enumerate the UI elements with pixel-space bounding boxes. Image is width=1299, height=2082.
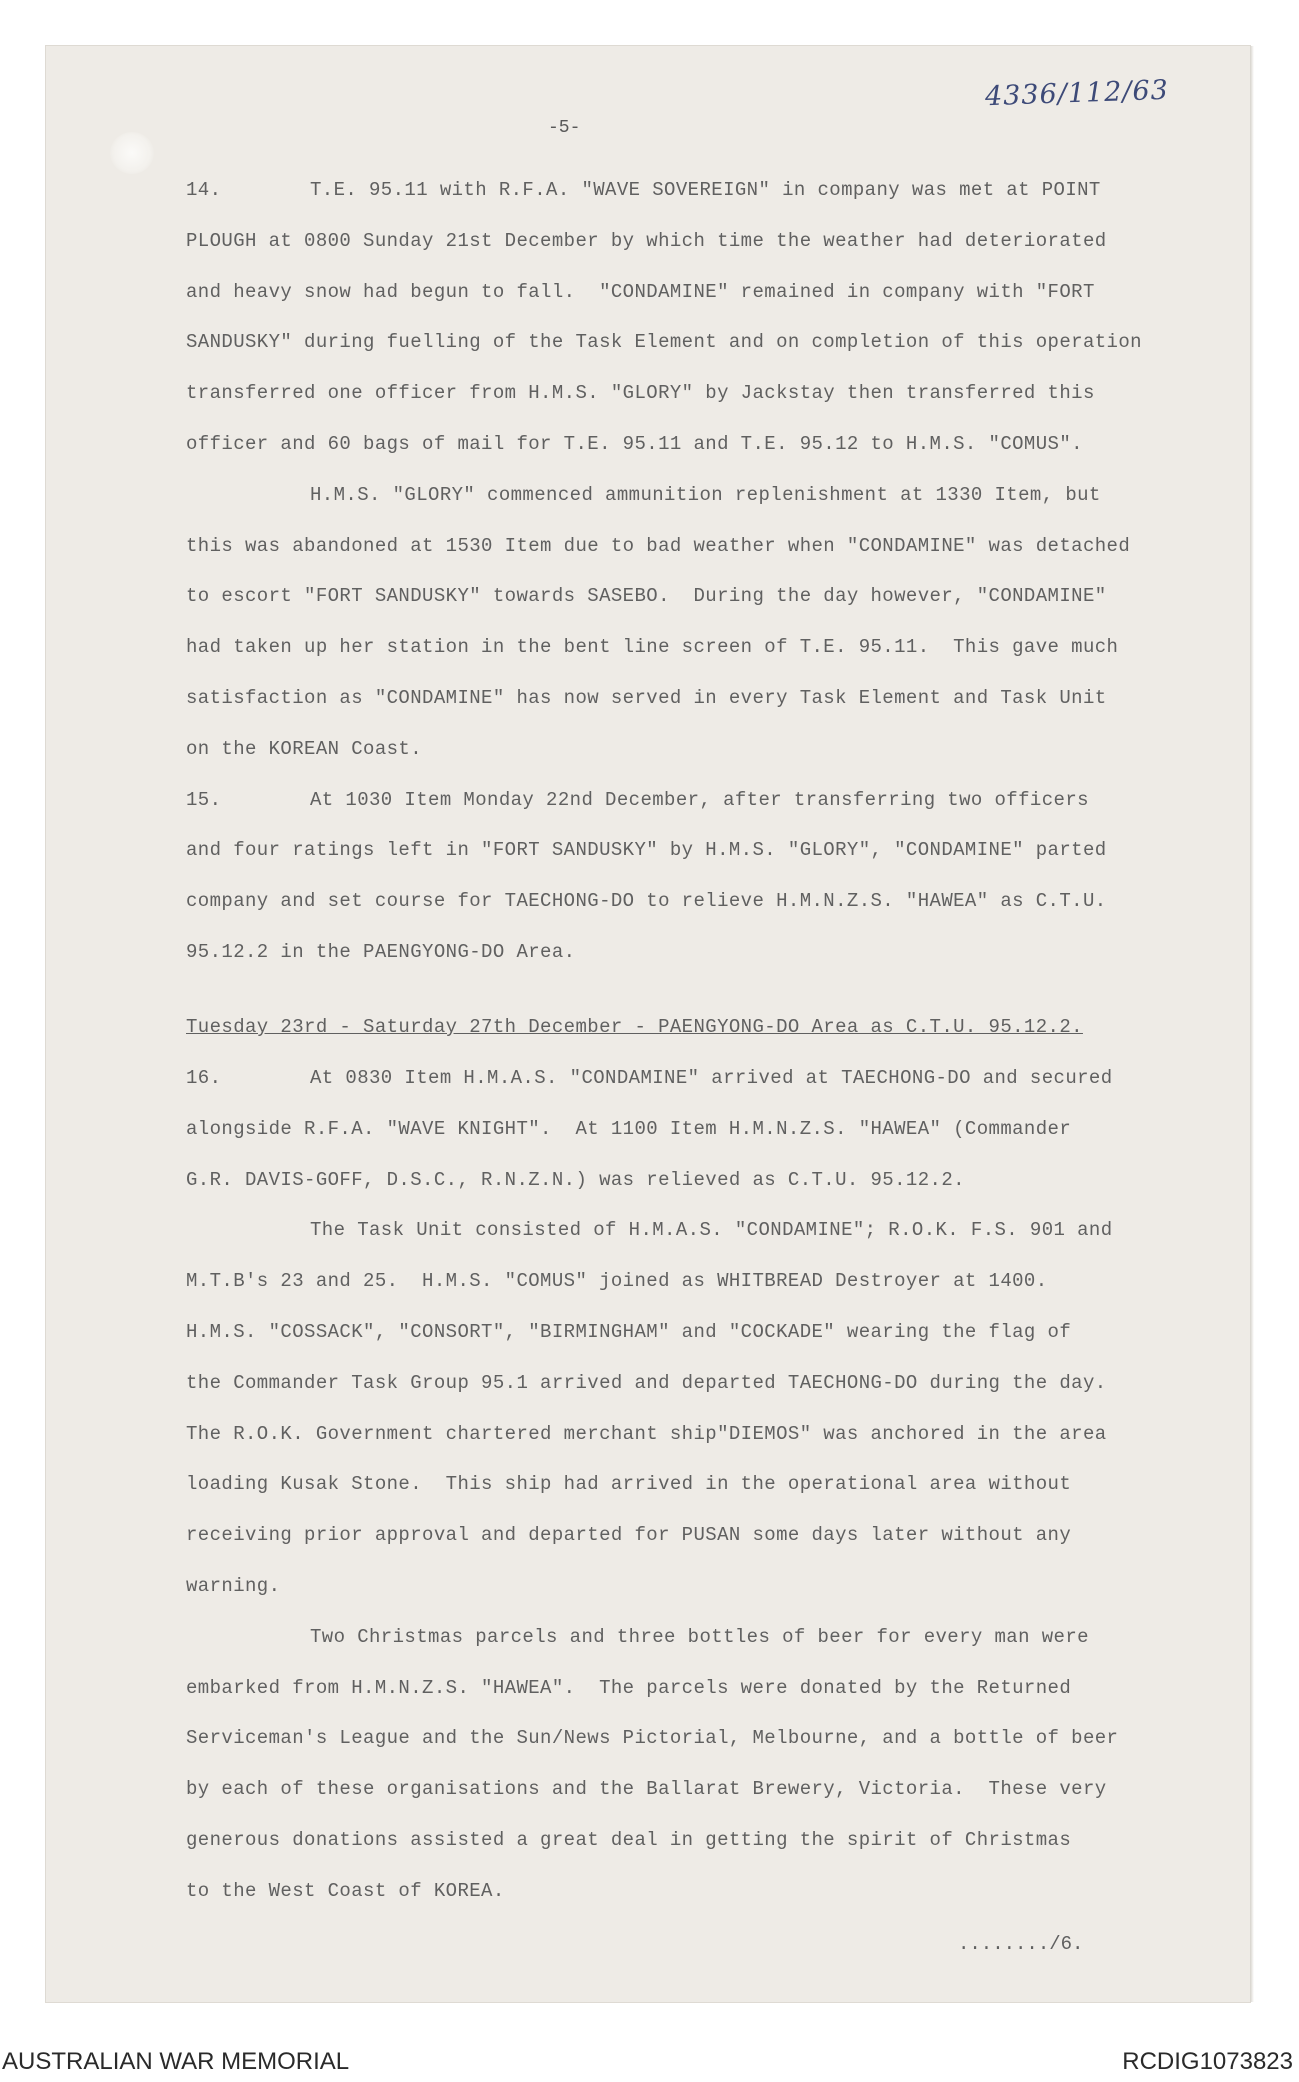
line-text: and heavy snow had begun to fall. "CONDAMINE" remained in company with "FORT [186,280,1095,303]
text-line [186,635,1118,659]
section-heading: Tuesday 23rd - Saturday 27th December - PAENGYONG-DO Area as C.T.U. 95.12.2. [186,1016,1083,1038]
text-line [186,1168,965,1192]
line-text: alongside R.F.A. "WAVE KNIGHT". At 1100 Item H.M.N.Z.S. "HAWEA" (Commander [186,1117,1072,1140]
line-text: 95.12.2 in the PAENGYONG-DO Area. [186,941,576,963]
text-line [186,381,1095,405]
sheet-edge [1250,46,1254,2002]
text-line [186,1218,1113,1242]
line-text: to escort "FORT SANDUSKY" towards SASEBO. During the day however, "CONDAMINE" [186,585,1107,608]
line-text: this was abandoned at 1530 Item due to bad weather when "CONDAMINE" was detached [186,534,1131,557]
text-line [186,229,1107,253]
line-text: to the West Coast of KOREA. [186,1879,505,1902]
text-line [186,1371,1107,1395]
line-text: on the KOREAN Coast. [186,737,423,760]
line-text: receiving prior approval and departed for PUSAN some days later without any [186,1524,1072,1547]
text-line [186,1066,1113,1090]
line-text: PLOUGH at 0800 Sunday 21st December by which time the weather had deteriorated [186,229,1107,252]
text-line [186,178,1101,202]
line-text: M.T.B's 23 and 25. H.M.S. "COMUS" joined as WHITBREAD Destroyer at 1400. [186,1270,1048,1293]
line-text: embarked from H.M.N.Z.S. "HAWEA". The parcels were donated by the Returned [186,1676,1072,1699]
line-text: H.M.S. "GLORY" commenced ammunition replenishment at 1330 Item, but [310,483,1101,506]
text-line [186,1269,1048,1293]
line-text: the Commander Task Group 95.1 arrived and departed TAECHONG-DO during the day. [186,1371,1107,1394]
footer-institution: AUSTRALIAN WAR MEMORIAL [2,2048,350,2075]
text-line [186,1422,1107,1446]
line-text: generous donations assisted a great deal in getting the spirit of Christmas [186,1829,1072,1851]
line-text: by each of these organisations and the Ballarat Brewery, Victoria. These very [186,1778,1107,1801]
text-line [186,1777,1107,1801]
line-text: loading Kusak Stone. This ship had arrived in the operational area without [186,1473,1072,1496]
line-text: transferred one officer from H.M.S. "GLORY" by Jackstay then transferred this [186,382,1095,405]
text-line [186,1472,1071,1496]
handwritten-reference: 4336/112/63 [984,74,1170,113]
text-line [186,280,1095,304]
text-line [186,940,575,964]
page-number: -5- [548,118,581,138]
text-line [186,788,1089,812]
line-text: The Task Unit consisted of H.M.A.S. "CONDAMINE"; R.O.K. F.S. 901 and [310,1219,1113,1242]
paragraph-number: 16. [186,1067,222,1089]
text-line [186,1828,1071,1852]
line-text: officer and 60 bags of mail for T.E. 95.11 and T.E. 95.12 to H.M.S. "COMUS". [186,433,1083,455]
line-text: The R.O.K. Government chartered merchant ship"DIEMOS" was anchored in the area [186,1422,1107,1445]
line-text: At 0830 Item H.M.A.S. "CONDAMINE" arrived at TAECHONG-DO and secured [310,1067,1113,1089]
text-line [186,1625,1089,1649]
text-line [186,1879,505,1903]
text-line [186,1726,1118,1750]
line-text: SANDUSKY" during fuelling of the Task Element and on completion of this operation [186,331,1142,354]
footer-record-id: RCDIG1073823 [1122,2048,1293,2075]
line-text: satisfaction as "CONDAMINE" has now served in every Task Element and Task Unit [186,687,1107,709]
text-line [186,330,1142,354]
text-line [186,737,422,761]
line-text: T.E. 95.11 with R.F.A. "WAVE SOVEREIGN" in company was met at POINT [310,179,1101,201]
continuation-marker: ......../6. [958,1933,1084,1955]
line-text: Two Christmas parcels and three bottles of beer for every man were [310,1625,1089,1648]
line-text: G.R. DAVIS-GOFF, D.S.C., R.N.Z.N.) was relieved as C.T.U. 95.12.2. [186,1168,965,1191]
text-line [186,483,1101,507]
line-text: warning. [186,1575,281,1597]
line-text: At 1030 Item Monday 22nd December, after transferring two officers [310,788,1089,811]
text-line [186,432,1083,456]
line-text: H.M.S. "COSSACK", "CONSORT", "BIRMINGHAM" and "COCKADE" wearing the flag of [186,1321,1072,1343]
text-line [186,1523,1071,1547]
line-text: had taken up her station in the bent line screen of T.E. 95.11. This gave much [186,636,1119,659]
paragraph-number: 15. [186,788,222,811]
paragraph-number: 14. [186,179,222,201]
text-line [186,1320,1071,1344]
text-line [186,686,1107,710]
text-line [186,1574,280,1598]
text-line [186,1676,1071,1700]
line-text: Serviceman's League and the Sun/News Pictorial, Melbourne, and a bottle of beer [186,1727,1119,1750]
line-text: and four ratings left in "FORT SANDUSKY" by H.M.S. "GLORY", "CONDAMINE" parted [186,839,1107,862]
text-line [186,534,1130,558]
text-line [186,889,1107,913]
text-line [186,1117,1071,1141]
text-line [186,584,1107,608]
punch-hole [110,132,154,174]
line-text: company and set course for TAECHONG-DO to relieve H.M.N.Z.S. "HAWEA" as C.T.U. [186,890,1107,913]
text-line [186,838,1107,862]
